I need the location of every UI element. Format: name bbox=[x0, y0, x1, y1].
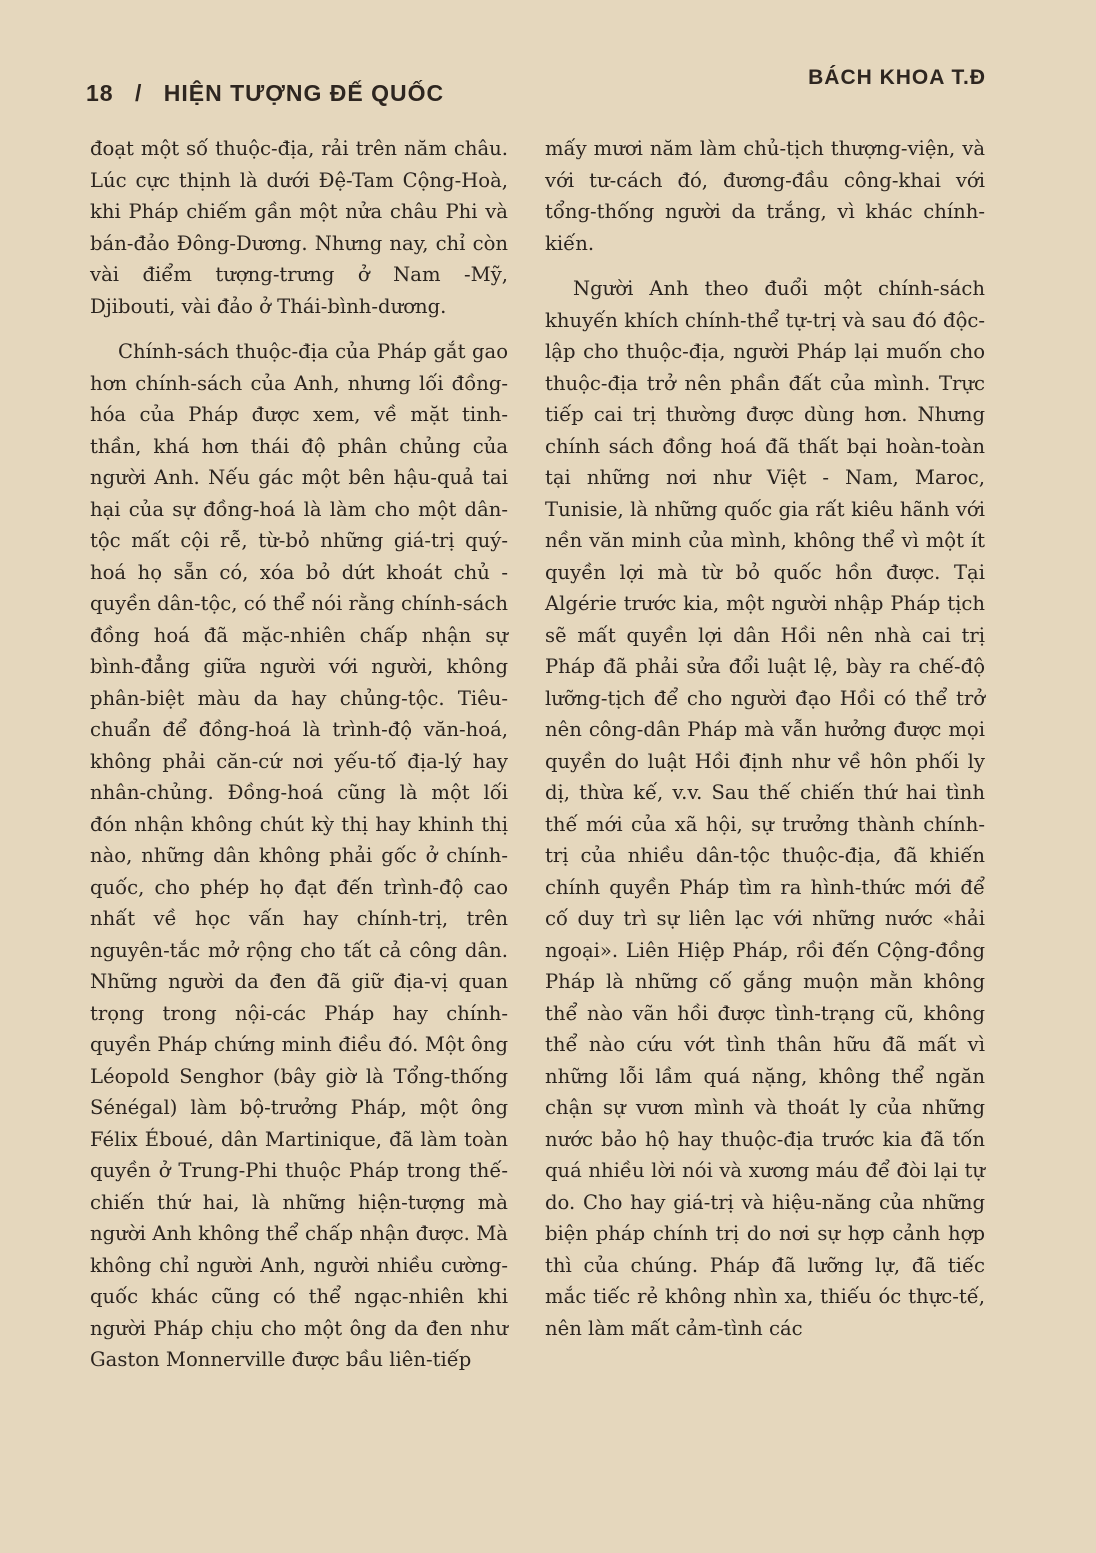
page-number: 18 bbox=[86, 80, 114, 106]
right-paragraph-2: Người Anh theo đuổi một chính-sách khuyến khích chính-thể tự-trị và sau đó độc-lập cho thuộc-địa, người Pháp lại muốn cho thuộc-địa trở nên phần đất của mình. Trực tiếp cai trị thường được dùng hơn. Nhưng chính sách đồng hoá đã thất bại hoàn-toàn tại những nơi như Việt - Nam, Maroc, Tunisie, là những quốc gia rất kiêu hãnh với nền văn minh của mình, không thể vì một ít quyền lợi mà từ bỏ quốc hồn được. Tại Algérie trước kia, một người nhập Pháp tịch sẽ mất quyền lợi dân Hồi nên nhà cai trị Pháp đã phải sửa đổi luật lệ, bày ra chế-độ lưỡng-tịch để cho người đạo Hồi có thể trở nên công-dân Pháp mà vẫn hưởng được mọi quyền do luật Hồi định như về hôn phối ly dị, thừa kế, v.v. Sau thế chiến thứ hai tình thế mới của xã hội, sự trưởng thành chính-trị của nhiều dân-tộc thuộc-địa, đã khiến chính quyền Pháp tìm ra hình-thức mới để cố duy trì sự liên lạc với những nước «hải ngoại». Liên Hiệp Pháp, rồi đến Cộng-đồng Pháp là những cố gắng muộn mằn không thể nào vãn hồi được tình-trạng cũ, không thể nào cứu vớt tình thân hữu đã mất vì những lỗi lầm quá nặng, không thể ngăn chận sự vươn mình và thoát ly của những nước bảo hộ hay thuộc-địa trước kia đã tốn quá nhiều lời nói và xương máu để đòi lại tự do. Cho hay giá-trị và hiệu-năng của những biện pháp chính trị do nơi sự hợp cảnh hợp thì của chúng. Pháp đã lưỡng lự, đã tiếc mắc tiếc rẻ không nhìn xa, thiếu óc thực-tế, nên làm mất cảm-tình các bbox=[545, 277, 985, 1340]
page-header bbox=[86, 66, 1016, 116]
journal-name: BÁCH KHOA T.Đ bbox=[808, 66, 986, 89]
left-column bbox=[90, 133, 508, 1376]
right-column bbox=[545, 133, 985, 1344]
left-paragraph-1: đoạt một số thuộc-địa, rải trên năm châu. Lúc cực thịnh là dưới Đệ-Tam Cộng-Hoà, khi Pháp chiếm gần một nửa châu Phi và bán-đảo Đông-Dương. Nhưng nay, chỉ còn vài điểm tượng-trưng ở Nam -Mỹ, Djibouti, vài đảo ở Thái-bình-dương. bbox=[90, 137, 508, 318]
right-paragraph-1: mấy mươi năm làm chủ-tịch thượng-viện, và với tư-cách đó, đương-đầu công-khai với tổng-thống người da trắng, vì khác chính-kiến. bbox=[545, 137, 985, 255]
running-title: HIỆN TƯỢNG ĐẾ QUỐC bbox=[163, 80, 445, 106]
running-head-left bbox=[86, 80, 444, 107]
left-paragraph-2: Chính-sách thuộc-địa của Pháp gắt gao hơn chính-sách của Anh, nhưng lối đồng-hóa của Pháp được xem, về mặt tinh-thần, khá hơn thái độ phân chủng của người Anh. Nếu gác một bên hậu-quả tai hại của sự đồng-hoá là làm cho một dân-tộc mất cội rễ, từ-bỏ những giá-trị quý-hoá họ sẵn có, xóa bỏ dứt khoát chủ - quyền dân-tộc, có thể nói rằng chính-sách đồng hoá đã mặc-nhiên chấp nhận sự bình-đẳng giữa người với người, không phân-biệt màu da hay chủng-tộc. Tiêu-chuẩn để đồng-hoá là trình-độ văn-hoá, không phải căn-cứ nơi yếu-tố địa-lý hay nhân-chủng. Đồng-hoá cũng là một lối đón nhận không chút kỳ thị hay khinh thị nào, những dân không phải gốc ở chính-quốc, cho phép họ đạt đến trình-độ cao nhất về học vấn hay chính-trị, trên nguyên-tắc mở rộng cho tất cả công dân. Những người da đen đã giữ địa-vị quan trọng trong nội-các Pháp hay chính-quyền Pháp chứng minh điều đó. Một ông Léopold Senghor (bây giờ là Tổng-thống Sénégal) làm bộ-trưởng Pháp, một ông Félix Éboué, dân Martinique, đã làm toàn quyền ở Trung-Phi thuộc Pháp trong thế-chiến thứ hai, là những hiện-tượng mà người Anh không thể chấp nhận được. Mà không chỉ người Anh, người nhiều cường-quốc khác cũng có thể ngạc-nhiên khi người Pháp chịu cho một ông da đen như Gaston Monnerville được bầu liên-tiếp bbox=[90, 340, 508, 1371]
header-separator: / bbox=[134, 80, 143, 106]
